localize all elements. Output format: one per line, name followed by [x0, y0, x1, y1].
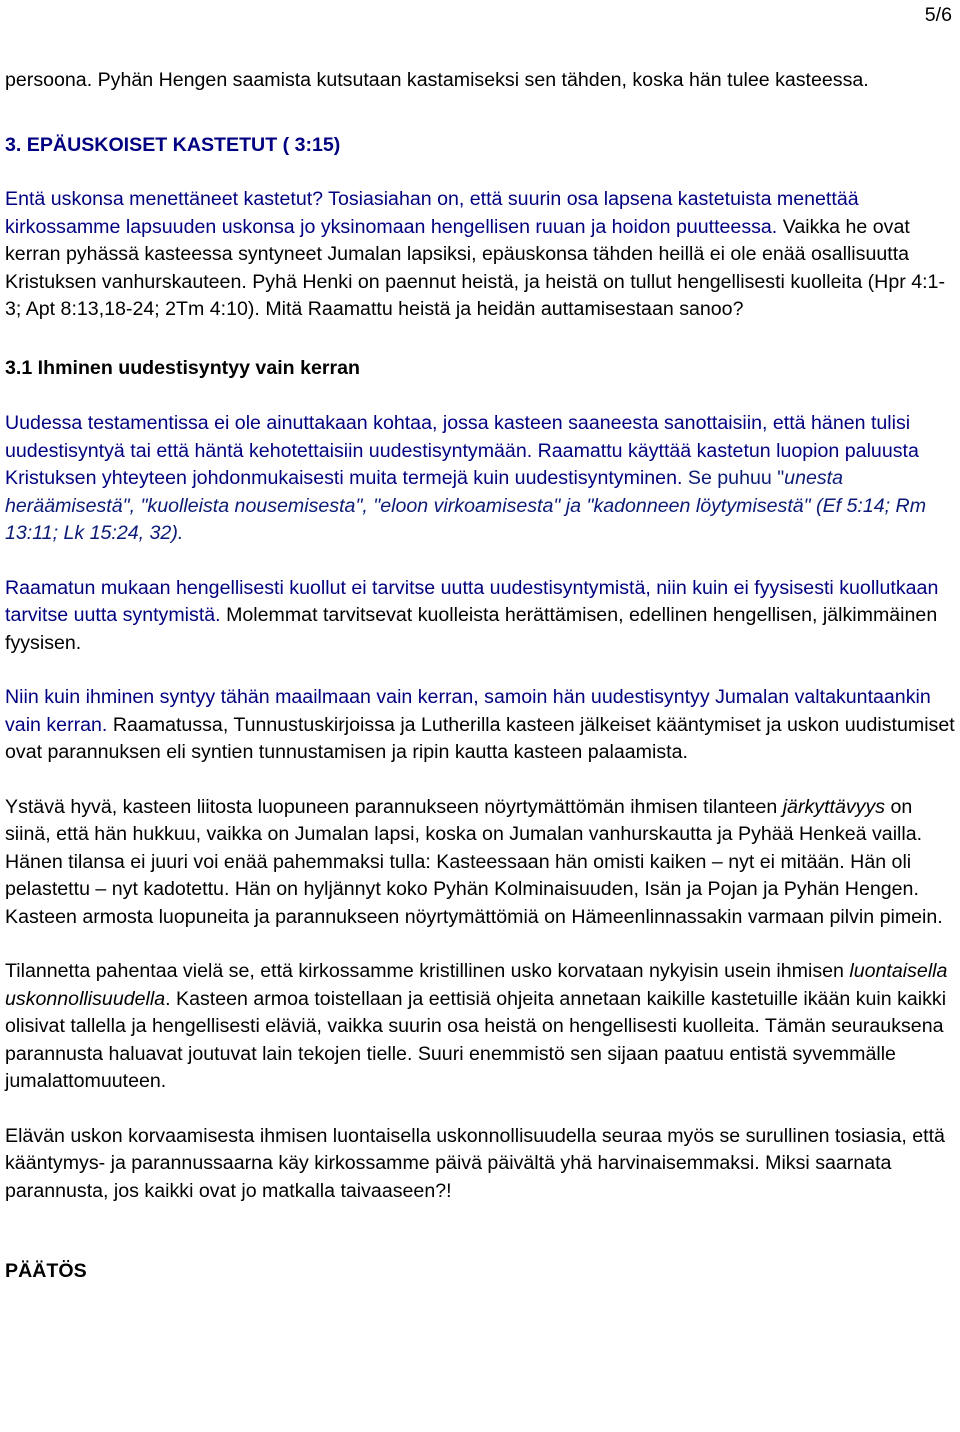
paragraph-3-part1: Niin kuin ihminen syntyy tähän maailmaan vain kerran, samoin hän uudestisyntyy Jumalan valtakuntaankin vain kerran.	[5, 686, 931, 736]
intro-paragraph: persoona. Pyhän Hengen saamista kutsutaan kastamiseksi sen tähden, koska hän tulee kasteessa.	[5, 69, 869, 91]
page-number: 5/6	[924, 4, 952, 26]
paragraph-4-part2: on siinä, että hän hukkuu, vaikka on Jumalan lapsi, koska on Jumalan vanhurskautta ja Pyhää Henkeä vailla. Hänen tilansa ei juuri voi enää pahemmaksi tulla: Kasteessaan hän omisti kaiken – nyt ei mitään. Hän oli pelastettu – nyt kadotettu. Hän on hyljännyt koko Pyhän Kolminaisuuden, Isän ja Pojan ja Pyhän Hengen. Kasteen armosta luopuneita ja parannukseen nöyrtymättömiä on Hämeenlinnassakin varmaan pilvin pimein.	[5, 795, 943, 928]
paragraph-3-part2: Raamatussa, Tunnustuskirjoissa ja Lutherilla kasteen jälkeiset kääntymiset ja uskon uudistumiset ovat parannuksen eli syntien tunnustamisen ja ripin kautta kasteen palaamista.	[5, 713, 955, 763]
section-3-heading: 3. EPÄUSKOISET KASTETUT ( 3:15)	[5, 133, 341, 156]
section-3-paragraph	[5, 186, 957, 324]
section-3-1-heading: 3.1 Ihminen uudestisyntyy vain kerran	[5, 356, 360, 379]
section-3-1-paragraph-1	[5, 410, 957, 548]
conclusion-heading: PÄÄTÖS	[5, 1260, 87, 1282]
section-3-1-paragraph-3	[5, 684, 957, 767]
section-3-1-paragraph-4	[5, 794, 957, 932]
paragraph-1-part1: Uudessa testamentissa ei ole ainuttakaan kohtaa, jossa kasteen saaneesta sanottaisiin, että hänen tulisi uudestisyntyä tai että häntä kehotettaisiin uudestisyntymään. Raamattu käyttää kastetun luopion paluusta Kristuksen yhteyteen johdonmukaisesti muita termejä kuin uudestisyntyminen.	[5, 412, 919, 489]
paragraph-2-part2: Molemmat tarvitsevat kuolleista herättämisen, edellinen hengellisen, jälkimmäinen fyysisen.	[5, 604, 938, 654]
paragraph-4-italic: järkyttävyys	[782, 795, 886, 818]
paragraph-5-part1: Tilannetta pahentaa vielä se, että kirkossamme kristillinen usko korvataan nykyisin usein ihmisen	[5, 960, 850, 982]
section-3-1-paragraph-6: Elävän uskon korvaamisesta ihmisen luontaisella uskonnollisuudella seuraa myös se surullinen tosiasia, että kääntymys- ja parannussaarna käy kirkossamme päivä päivältä yhä harvinaisemmaksi. Miksi saarnata parannusta, jos kaikki ovat jo matkalla taivaaseen?!	[5, 1124, 945, 1202]
document-body	[5, 67, 957, 1286]
section-3-1-paragraph-5	[5, 958, 957, 1096]
section-3-paragraph-part1: Entä uskonsa menettäneet kastetut? Tosiasiahan on, että suurin osa lapsena kastetuista menettää kirkossamme lapsuuden uskonsa jo yksinomaan hengellisen ruuan ja hoidon puutteessa.	[5, 188, 859, 238]
paragraph-4-part1: Ystävä hyvä, kasteen liitosta luopuneen parannukseen nöyrtymättömän ihmisen tilanteen	[5, 795, 778, 818]
section-3-paragraph-part2: Vaikka he ovat kerran pyhässä kasteessa syntyneet Jumalan lapsiksi, epäuskonsa tähden heillä ei ole enää osallisuutta Kristuksen vanhurskauteen. Pyhä Henki on paennut heistä, ja heistä on tullut hengellisesti kuolleita (Hpr 4:1-3; Apt 8:13,18-24; 2Tm 4:10). Mitä Raamattu heistä ja heidän auttamisestaan sanoo?	[5, 215, 945, 320]
paragraph-1-italic: unesta heräämisestä", "kuolleista nousemisesta", "eloon virkoamisesta" ja "kadonneen löytymisestä" (Ef 5:14; Rm 13:11; Lk 15:24, 32).	[5, 467, 927, 544]
paragraph-2-part1: Raamatun mukaan hengellisesti kuollut ei tarvitse uutta uudestisyntymistä, niin kuin ei fyysisesti kuollutkaan tarvitse uutta syntymistä.	[5, 576, 939, 626]
paragraph-5-part2: . Kasteen armoa toistellaan ja eettisiä ohjeita annetaan kaikille kastetuille ikään kuin kaikki olisivat tallella ja hengellisesti eläviä, vaikka suurin osa heistä on hengellisesti kuolleita. Tämän seurauksena parannusta haluavat joutuvat lain tekojen tielle. Suuri enemmistö sen sijaan paatuu entistä syvemmälle jumalattomuuteen.	[5, 987, 947, 1092]
paragraph-5-italic: luontaisella uskonnollisuudella	[5, 960, 948, 1010]
paragraph-1-part2: Se puhuu "	[687, 467, 785, 489]
section-3-1-paragraph-2	[5, 575, 957, 658]
